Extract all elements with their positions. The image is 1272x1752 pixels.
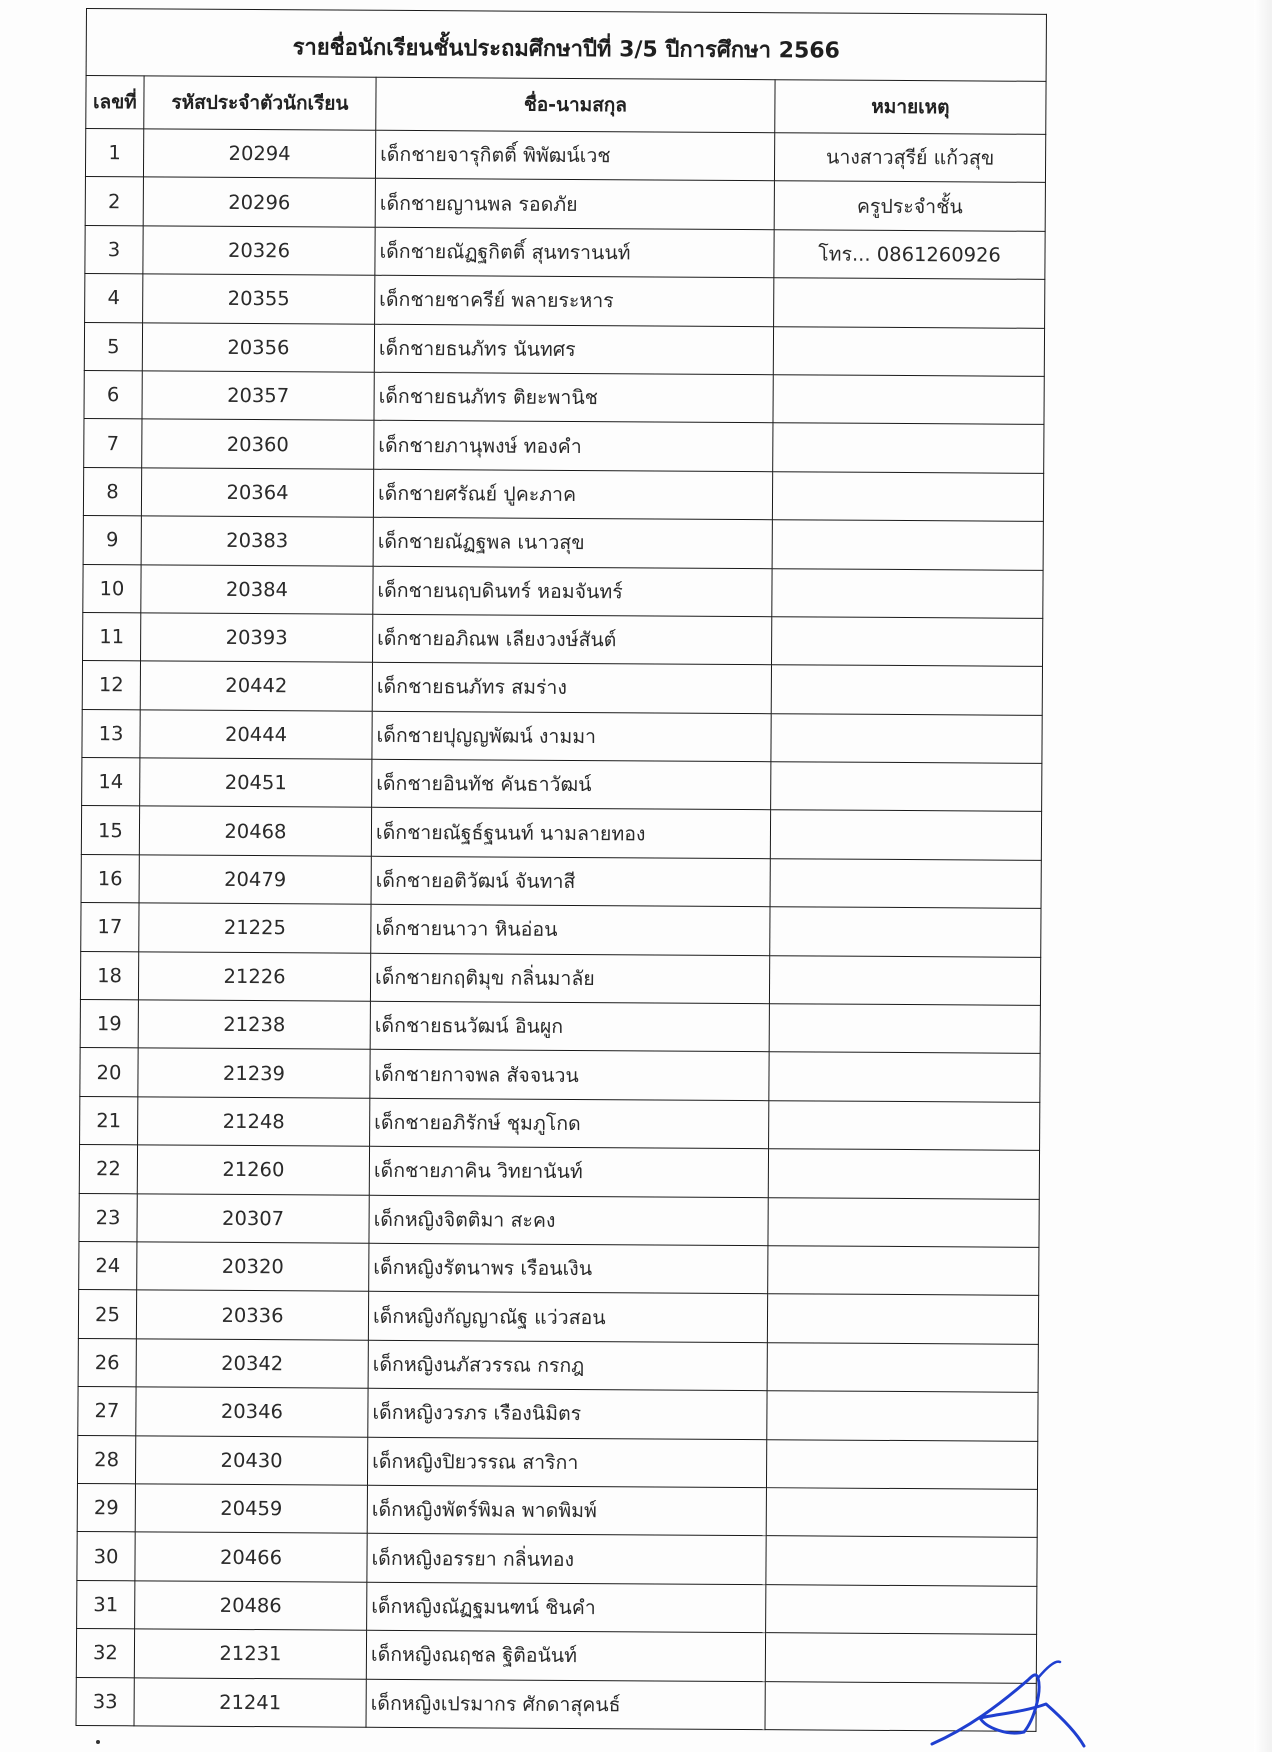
student-name: เด็กหญิงเปรมากร ศักดาสุคนธ์ bbox=[366, 1679, 765, 1730]
student-id: 20486 bbox=[135, 1581, 367, 1631]
empty-note-cell bbox=[770, 810, 1041, 860]
table-row bbox=[77, 1435, 1037, 1489]
student-id: 20342 bbox=[136, 1339, 368, 1389]
empty-note-cell bbox=[769, 1004, 1040, 1054]
empty-note-cell bbox=[772, 568, 1043, 618]
student-name: เด็กชายนฤบดินทร์ หอมจันทร์ bbox=[373, 566, 772, 617]
note-cell: โทร... 0861260926 bbox=[774, 229, 1045, 279]
row-number: 26 bbox=[78, 1338, 136, 1387]
page-title: รายชื่อนักเรียนชั้นประถมศึกษาปีที่ 3/5 ปีการศึกษา 2566 bbox=[86, 9, 1046, 82]
empty-note-cell bbox=[768, 1246, 1039, 1296]
row-number: 21 bbox=[80, 1096, 138, 1145]
student-id: 20466 bbox=[135, 1532, 367, 1582]
student-name: เด็กหญิงจิตติมา สะคง bbox=[369, 1195, 768, 1246]
student-id: 21238 bbox=[138, 1000, 370, 1050]
table-row bbox=[85, 274, 1045, 328]
student-id: 21260 bbox=[137, 1145, 369, 1195]
empty-note-cell bbox=[771, 762, 1042, 812]
row-number: 31 bbox=[77, 1580, 135, 1629]
student-id: 20393 bbox=[141, 613, 373, 663]
student-name: เด็กชายปุญญพัฒน์ งามมา bbox=[372, 711, 771, 762]
row-number: 7 bbox=[84, 419, 142, 468]
student-id: 20320 bbox=[137, 1242, 369, 1292]
row-number: 22 bbox=[79, 1145, 137, 1194]
empty-note-cell bbox=[774, 278, 1045, 328]
row-number: 1 bbox=[85, 129, 143, 178]
table-row bbox=[80, 1000, 1040, 1054]
student-name: เด็กชายภานุพงษ์ ทองคำ bbox=[374, 421, 773, 472]
table-row bbox=[83, 467, 1043, 521]
student-id: 20459 bbox=[135, 1484, 367, 1534]
student-id: 21225 bbox=[139, 903, 371, 953]
student-name: เด็กชายนาวา หินอ่อน bbox=[371, 905, 770, 956]
student-name: เด็กหญิงพัตร์พิมล พาดพิมพ์ bbox=[367, 1485, 766, 1536]
empty-note-cell bbox=[772, 520, 1043, 570]
student-id: 20442 bbox=[140, 661, 372, 711]
student-name: เด็กชายภาคิน วิทยานันท์ bbox=[369, 1146, 768, 1197]
row-number: 24 bbox=[79, 1241, 137, 1290]
table-row bbox=[81, 854, 1041, 908]
empty-note-cell bbox=[771, 617, 1042, 667]
student-name: เด็กหญิงรัตนาพร เรือนเงิน bbox=[369, 1243, 768, 1294]
student-id: 20355 bbox=[143, 274, 375, 324]
row-number: 25 bbox=[78, 1290, 136, 1339]
student-name: เด็กชายอติวัฒน์ จันทาสี bbox=[371, 856, 770, 907]
student-id: 20357 bbox=[142, 371, 374, 421]
empty-note-cell bbox=[767, 1294, 1038, 1344]
student-id: 20346 bbox=[136, 1387, 368, 1437]
row-number: 4 bbox=[85, 274, 143, 323]
student-name: เด็กหญิงวรภร เรืองนิมิตร bbox=[368, 1388, 767, 1439]
student-table bbox=[76, 8, 1048, 1732]
empty-note-cell bbox=[766, 1536, 1037, 1586]
row-number: 12 bbox=[82, 661, 140, 710]
row-number: 27 bbox=[78, 1387, 136, 1436]
table-row bbox=[80, 951, 1040, 1005]
empty-note-cell bbox=[767, 1391, 1038, 1441]
student-name: เด็กชายณัฏฐกิตติ์ สุนทรานนท์ bbox=[375, 227, 774, 278]
row-number: 15 bbox=[81, 806, 139, 855]
table-row bbox=[80, 1096, 1040, 1150]
empty-note-cell bbox=[770, 907, 1041, 957]
empty-note-cell bbox=[769, 1101, 1040, 1151]
student-name: เด็กหญิงกัญญาณัฐ แว่วสอน bbox=[368, 1292, 767, 1343]
row-number: 18 bbox=[80, 951, 138, 1000]
table-row bbox=[81, 903, 1041, 957]
table-row bbox=[79, 1241, 1039, 1295]
table-row bbox=[81, 806, 1041, 860]
row-number: 14 bbox=[82, 758, 140, 807]
student-name: เด็กหญิงปิยวรรณ สาริกา bbox=[367, 1437, 766, 1488]
student-name: เด็กชายอินทัช คันธาวัฒน์ bbox=[372, 759, 771, 810]
student-name: เด็กหญิงอรรยา กลิ่นทอง bbox=[367, 1534, 766, 1585]
student-name: เด็กชายธนภัทร สมร่าง bbox=[372, 663, 771, 714]
empty-note-cell bbox=[773, 326, 1044, 376]
empty-note-cell bbox=[771, 713, 1042, 763]
table-row bbox=[82, 758, 1042, 812]
empty-note-cell bbox=[773, 375, 1044, 425]
student-name: เด็กชายอภิรักษ์ ชุมภูโกด bbox=[370, 1098, 769, 1149]
row-number: 29 bbox=[77, 1483, 135, 1532]
table-row bbox=[84, 370, 1044, 424]
table-row bbox=[79, 1193, 1039, 1247]
handwritten-signature-icon bbox=[928, 1658, 1098, 1748]
row-number: 19 bbox=[80, 1000, 138, 1049]
empty-note-cell bbox=[772, 471, 1043, 521]
student-name: เด็กชายธนภัทร ติยะพานิช bbox=[374, 372, 773, 423]
scan-speck bbox=[96, 1740, 100, 1744]
student-name: เด็กชายณัฏฐพล เนาวสุข bbox=[373, 517, 772, 568]
row-number: 32 bbox=[76, 1629, 134, 1678]
student-id: 20326 bbox=[143, 226, 375, 276]
student-name: เด็กชายญานพล รอดภัย bbox=[375, 179, 774, 230]
student-id: 20356 bbox=[142, 322, 374, 372]
student-id: 21241 bbox=[134, 1677, 366, 1727]
empty-note-cell bbox=[770, 859, 1041, 909]
table-row bbox=[76, 1629, 1036, 1683]
table-row bbox=[77, 1580, 1037, 1634]
student-name: เด็กหญิงณฤชล ฐิติอนันท์ bbox=[366, 1630, 765, 1681]
student-id: 20336 bbox=[136, 1290, 368, 1340]
table-row bbox=[78, 1387, 1038, 1441]
table-row bbox=[85, 177, 1045, 231]
student-id: 20430 bbox=[135, 1435, 367, 1485]
table-row bbox=[82, 709, 1042, 763]
student-id: 20360 bbox=[142, 419, 374, 469]
row-number: 30 bbox=[77, 1532, 135, 1581]
note-cell: นางสาวสุรีย์ แก้วสุข bbox=[774, 133, 1045, 183]
row-number: 11 bbox=[83, 612, 141, 661]
student-name: เด็กชายอภิณพ เลียงวงษ์สันต์ bbox=[373, 614, 772, 665]
table-row bbox=[83, 516, 1043, 570]
table-row bbox=[79, 1145, 1039, 1199]
empty-note-cell bbox=[773, 423, 1044, 473]
table-row bbox=[76, 1677, 1036, 1731]
row-number: 10 bbox=[83, 564, 141, 613]
table-row bbox=[82, 661, 1042, 715]
table-row bbox=[85, 129, 1045, 183]
table-row bbox=[84, 419, 1044, 473]
student-id: 20294 bbox=[143, 129, 375, 179]
student-id: 20468 bbox=[139, 806, 371, 856]
row-number: 3 bbox=[85, 225, 143, 274]
row-number: 8 bbox=[83, 467, 141, 516]
scan-edge-shadow bbox=[1254, 0, 1272, 1752]
student-name: เด็กชายณัฐธ์ฐนนท์ นามลายทอง bbox=[371, 808, 770, 859]
student-name: เด็กชายจารุกิตติ์ พิพัฒน์เวช bbox=[375, 130, 774, 181]
header-no: เลขที่ bbox=[86, 76, 144, 129]
student-name: เด็กชายกาจพล สัจจนวน bbox=[370, 1050, 769, 1101]
row-number: 13 bbox=[82, 709, 140, 758]
row-number: 23 bbox=[79, 1193, 137, 1242]
table-row bbox=[77, 1532, 1037, 1586]
table-row bbox=[78, 1338, 1038, 1392]
student-id: 20364 bbox=[141, 468, 373, 518]
row-number: 9 bbox=[83, 516, 141, 565]
student-list-sheet bbox=[76, 8, 1046, 1732]
empty-note-cell bbox=[767, 1342, 1038, 1392]
student-name: เด็กชายธนวัฒน์ อินผูก bbox=[370, 1001, 769, 1052]
empty-note-cell bbox=[769, 955, 1040, 1005]
empty-note-cell bbox=[766, 1488, 1037, 1538]
table-row bbox=[85, 225, 1045, 279]
header-note: หมายเหตุ bbox=[775, 80, 1046, 135]
student-id: 20296 bbox=[143, 177, 375, 227]
empty-note-cell bbox=[766, 1439, 1037, 1489]
student-name: เด็กชายชาครีย์ พลายระหาร bbox=[375, 275, 774, 326]
empty-note-cell bbox=[769, 1052, 1040, 1102]
table-header-row bbox=[86, 76, 1046, 135]
student-name: เด็กชายกฤติมุข กลิ่นมาลัย bbox=[370, 953, 769, 1004]
row-number: 2 bbox=[85, 177, 143, 226]
student-id: 20444 bbox=[140, 710, 372, 760]
note-cell: ครูประจำชั้น bbox=[774, 181, 1045, 231]
student-name: เด็กชายธนภัทร นันทศร bbox=[374, 324, 773, 375]
row-number: 28 bbox=[77, 1435, 135, 1484]
row-number: 5 bbox=[84, 322, 142, 371]
student-name: เด็กหญิงนภัสวรรณ กรกฎ bbox=[368, 1340, 767, 1391]
student-id: 21231 bbox=[134, 1629, 366, 1679]
table-row bbox=[83, 612, 1043, 666]
student-id: 20451 bbox=[140, 758, 372, 808]
empty-note-cell bbox=[771, 665, 1042, 715]
row-number: 6 bbox=[84, 370, 142, 419]
table-row bbox=[83, 564, 1043, 618]
student-id: 20479 bbox=[139, 855, 371, 905]
row-number: 17 bbox=[81, 903, 139, 952]
student-id: 20384 bbox=[141, 564, 373, 614]
empty-note-cell bbox=[768, 1149, 1039, 1199]
empty-note-cell bbox=[766, 1584, 1037, 1634]
empty-note-cell bbox=[768, 1197, 1039, 1247]
student-id: 21226 bbox=[138, 951, 370, 1001]
student-name: เด็กชายศรัณย์ ปูคะภาค bbox=[373, 469, 772, 520]
row-number: 16 bbox=[81, 854, 139, 903]
row-number: 20 bbox=[80, 1048, 138, 1097]
header-name: ชื่อ-นามสกุล bbox=[376, 77, 775, 132]
table-row bbox=[84, 322, 1044, 376]
student-id: 20383 bbox=[141, 516, 373, 566]
table-body bbox=[76, 129, 1046, 1732]
student-name: เด็กหญิงณัฏฐมนฑน์ ชินคำ bbox=[367, 1582, 766, 1633]
student-id: 20307 bbox=[137, 1193, 369, 1243]
table-row bbox=[77, 1483, 1037, 1537]
student-id: 21248 bbox=[138, 1097, 370, 1147]
student-id: 21239 bbox=[138, 1048, 370, 1098]
table-row bbox=[78, 1290, 1038, 1344]
row-number: 33 bbox=[76, 1677, 134, 1726]
header-student-id: รหัสประจำตัวนักเรียน bbox=[144, 76, 376, 130]
table-row bbox=[80, 1048, 1040, 1102]
